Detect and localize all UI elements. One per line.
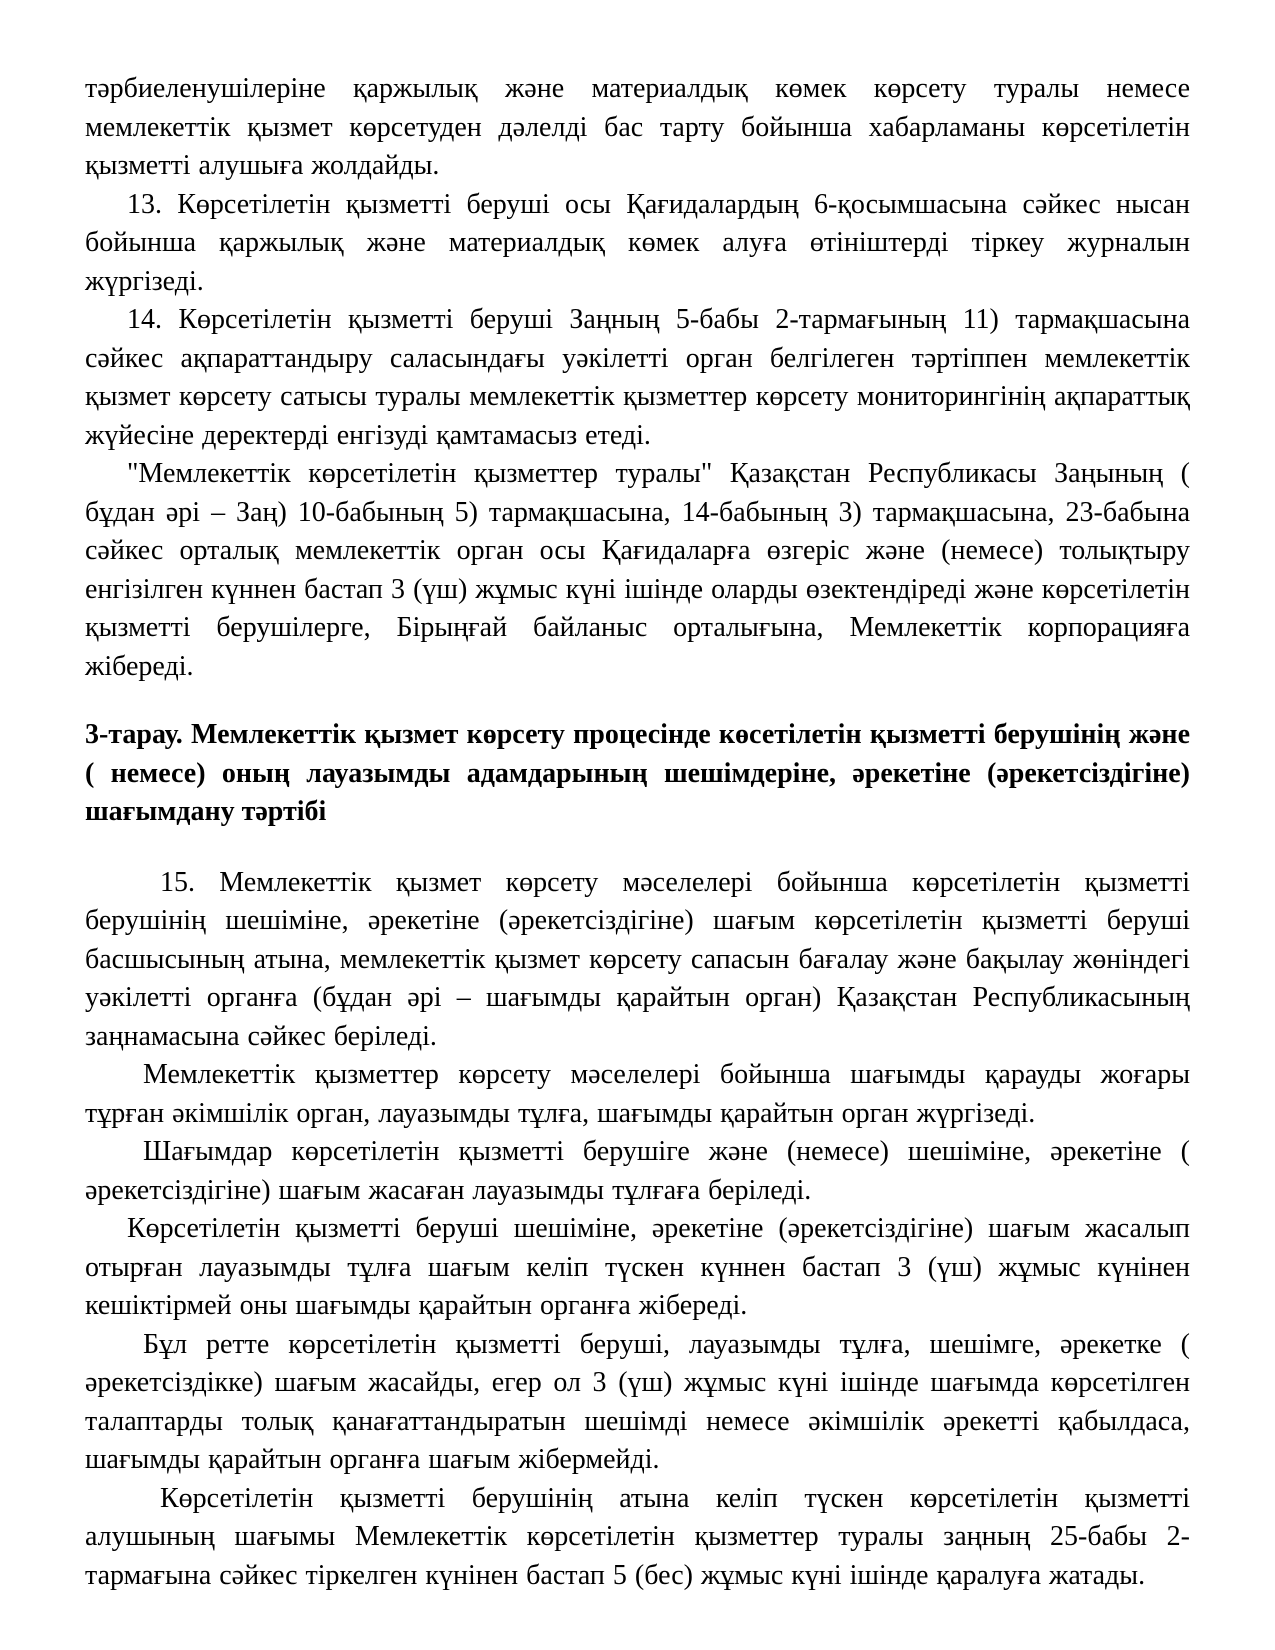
paragraph-point-15: 15. Мемлекеттік қызмет көрсету мәселелері бойынша көрсетілетін қызметті берушінің шешіміне, әрекетіне (әрекетсіздігіне) шағым көрсетілетін қызметті беруші басшысының атына, мемлекеттік қызмет көрсету сапасын бағалау және бақылау жөніндегі уәкілетті органға (бұдан әрі – шағымды қарайтын орган) Қазақстан Республикасының заңнамасына сәйкес беріледі.	[85, 866, 1190, 1052]
paragraph-continuation: тәрбиеленушілеріне қаржылық және материалдық көмек көрсету туралы немесе мемлекеттік қызмет көрсетуден дәлелді бас тарту бойынша хабарламаны көрсетілетін қызметті алушыға жолдайды.	[85, 73, 1190, 181]
paragraph-self-resolution: Бұл ретте көрсетілетін қызметті беруші, лауазымды тұлға, шешімге, әрекетке ( әрекетсіздікке) шағым жасайды, егер ол 3 (үш) жұмыс күні ішінде шағымда көрсетілген талаптарды толық қанағаттандыратын шешімді немесе әкімшілік әрекетті қабылдаса, шағымды қарайтын органға шағым жібермейді.	[85, 1328, 1190, 1475]
paragraph-law-update: "Мемлекеттік көрсетілетін қызметтер туралы" Қазақстан Республикасы Заңының ( бұдан әрі – Заң) 10-бабының 5) тармақшасына, 14-бабының 3) тармақшасына, 23-бабына сәйкес орталық мемлекеттік орган осы Қағидаларға өзгеріс және (немесе) толықтыру енгізілген күннен бастап 3 (үш) жұмыс күні ішінде оларды өзектендіреді және көрсетілетін қызметті берушілерге, Бірыңғай байланыс орталығына, Мемлекеттік корпорацияға жібереді.	[85, 458, 1190, 682]
paragraph-point-13: 13. Көрсетілетін қызметті беруші осы Қағидалардың 6-қосымшасына сәйкес нысан бойынша қаржылық және материалдық көмек алуға өтініштерді тіркеу журналын жүргізеді.	[85, 188, 1190, 297]
paragraph-complaint-review: Мемлекеттік қызметтер көрсету мәселелері бойынша шағымды қарауды жоғары тұрған әкімшілік орган, лауазымды тұлға, шағымды қарайтын орган жүргізеді.	[85, 1059, 1190, 1129]
chapter-3-heading: 3-тарау. Мемлекеттік қызмет көрсету процесінде көсетілетін қызметті берушінің және ( немесе) оның лауазымды адамдарының шешімдеріне, әрекетіне (әрекетсіздігіне) шағымдану тәртібі	[85, 719, 1190, 827]
paragraph-forwarding-deadline: Көрсетілетін қызметті беруші шешіміне, әрекетіне (әрекетсіздігіне) шағым жасалып отырған лауазымды тұлға шағым келіп түскен күннен бастап 3 (үш) жұмыс күнінен кешіктірмей оны шағымды қарайтын органға жібереді.	[85, 1213, 1190, 1321]
paragraph-complaint-submission: Шағымдар көрсетілетін қызметті берушіге және (немесе) шешіміне, әрекетіне ( әрекетсіздігіне) шағым жасаған лауазымды тұлғаға беріледі.	[85, 1136, 1190, 1206]
paragraph-review-deadline: Көрсетілетін қызметті берушінің атына келіп түскен көрсетілетін қызметті алушының шағымы Мемлекеттік көрсетілетін қызметтер туралы заңның 25-бабы 2-тармағына сәйкес тіркелген күнінен бастап 5 (бес) жұмыс күні ішінде қаралуға жатады.	[85, 1482, 1190, 1591]
paragraph-point-14: 14. Көрсетілетін қызметті беруші Заңның 5-бабы 2-тармағының 11) тармақшасына сәйкес ақпараттандыру саласындағы уәкілетті орган белгілеген тәртіппен мемлекеттік қызмет көрсету сатысы туралы мемлекеттік қызметтер көрсету мониторингінің ақпараттық жүйесіне деректерді енгізуді қамтамасыз етеді.	[85, 304, 1190, 451]
